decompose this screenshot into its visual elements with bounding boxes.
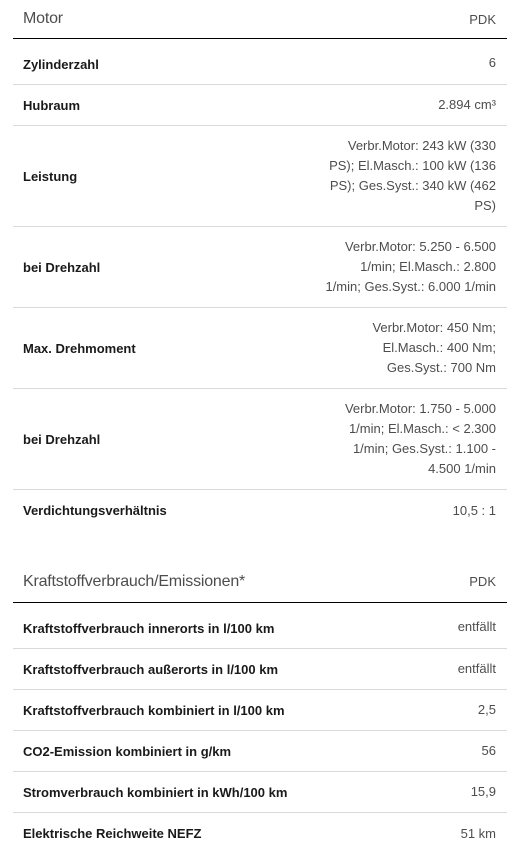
row-label: Kraftstoffverbrauch kombiniert in l/100 km (23, 702, 285, 718)
row-label: Kraftstoffverbrauch außerorts in l/100 km (23, 661, 279, 677)
row-value: 15,9 (470, 784, 496, 799)
row-value: Verbr.Motor: 243 kW (330 PS); El.Masch.: 100 kW (136 PS); Ges.Syst.: 340 kW (462 PS) (329, 138, 496, 213)
consumption-title: Kraftstoffverbrauch/Emissionen* (23, 572, 246, 590)
spec-row-verdichtung (13, 490, 507, 531)
spec-row-co2 (13, 731, 507, 772)
row-label: CO2-Emission kombiniert in g/km (23, 743, 232, 759)
row-label: Hubraum (23, 97, 81, 113)
spec-row-reichweite (13, 813, 507, 854)
row-label: Verdichtungsverhältnis (23, 503, 167, 518)
spec-row-hubraum (13, 85, 507, 126)
motor-header (13, 0, 507, 39)
spec-row-innerorts (13, 603, 507, 649)
row-value: 56 (481, 743, 496, 758)
row-label: Leistung (23, 168, 78, 184)
consumption-header (13, 561, 507, 603)
spec-row-strom (13, 772, 507, 813)
row-label: Max. Drehmoment (23, 340, 136, 356)
motor-column-label: PDK (469, 11, 496, 27)
spec-row-drehzahl-drehmoment (13, 389, 507, 490)
row-value: Verbr.Motor: 5.250 - 6.500 1/min; El.Masch.: 2.800 1/min; Ges.Syst.: 6.000 1/min (325, 239, 496, 294)
consumption-section (13, 561, 507, 854)
row-value: 6 (488, 55, 496, 70)
consumption-column-label: PDK (469, 574, 496, 589)
row-value: Verbr.Motor: 450 Nm; El.Masch.: 400 Nm; Ges.Syst.: 700 Nm (372, 320, 496, 375)
row-value: Verbr.Motor: 1.750 - 5.000 1/min; El.Masch.: < 2.300 1/min; Ges.Syst.: 1.100 - 4.500 1/min (344, 401, 496, 476)
row-value: 51 km (460, 825, 496, 841)
spec-row-ausserorts (13, 649, 507, 690)
motor-section (13, 0, 507, 531)
row-label: Stromverbrauch kombiniert in kWh/100 km (23, 784, 288, 800)
spec-row-zylinderzahl (13, 39, 507, 85)
row-label: Zylinderzahl (23, 57, 99, 72)
spec-row-drehzahl-leistung (13, 227, 507, 308)
row-label: bei Drehzahl (23, 431, 101, 447)
row-value: entfällt (457, 661, 496, 676)
spec-row-leistung (13, 126, 507, 227)
row-value: 10,5 : 1 (452, 502, 496, 518)
row-label: Elektrische Reichweite NEFZ (23, 826, 202, 841)
row-label: bei Drehzahl (23, 259, 101, 275)
spec-row-drehmoment (13, 308, 507, 389)
row-value: 2.894 cm³ (438, 97, 496, 112)
motor-title: Motor (23, 10, 63, 27)
row-value: 2,5 (477, 702, 496, 717)
row-label: Kraftstoffverbrauch innerorts in l/100 km (23, 621, 275, 636)
row-value: entfällt (457, 619, 496, 634)
spec-row-kombiniert (13, 690, 507, 731)
